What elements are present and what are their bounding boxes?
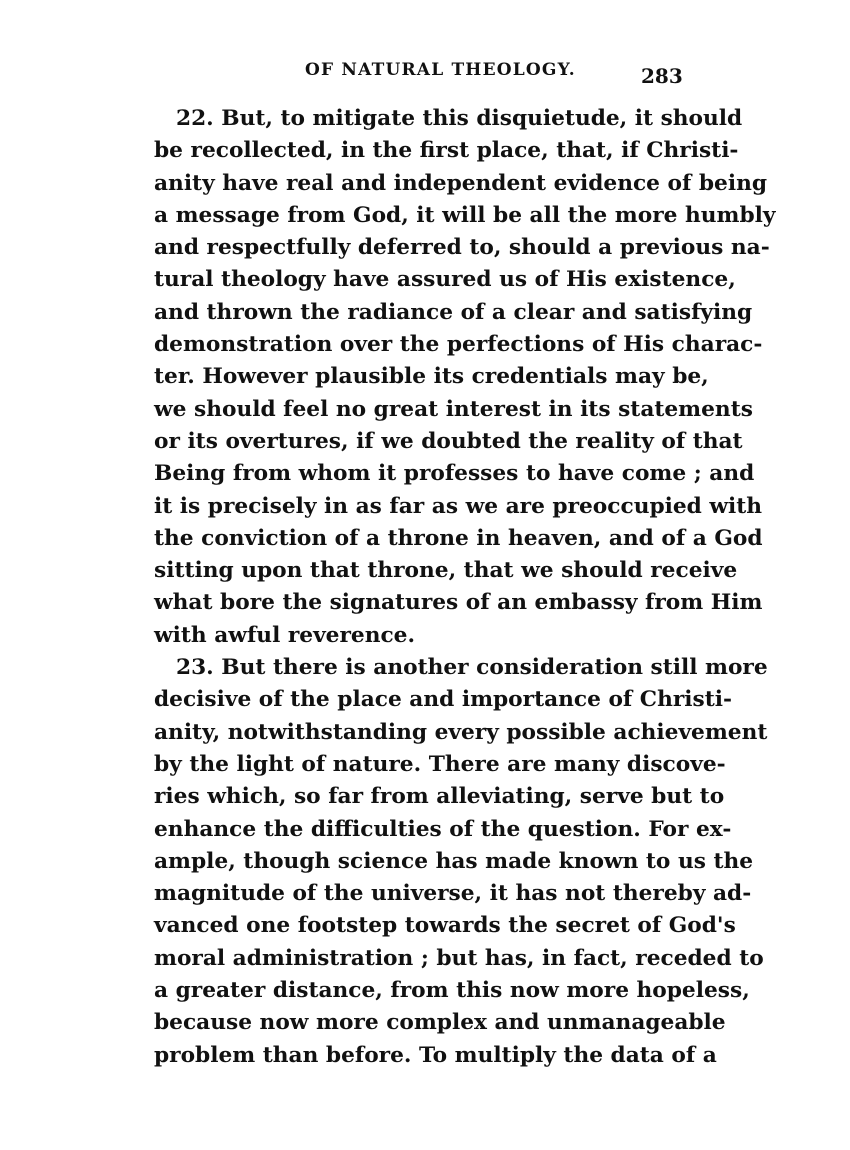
text-line: 22. But, to mitigate this disquietude, it should [176, 106, 743, 131]
text-line: anity, notwithstanding every possible achievement [154, 719, 768, 745]
text-line: Being from whom it professes to have come ; and [154, 461, 755, 487]
running-title: OF NATURAL THEOLOGY. [305, 60, 576, 80]
text-line: ample, though science has made known to us the [154, 848, 754, 874]
text-line: 23. But there is another consideration still more [176, 655, 768, 681]
text-line: enhance the difficulties of the question. For ex- [154, 816, 732, 842]
text-line: we should feel no great interest in its statements [154, 396, 753, 422]
text-line: it is precisely in as far as we are preoccupied with [154, 493, 763, 519]
body-text [154, 103, 776, 1072]
page-number: 283 [641, 64, 683, 88]
text-line: and respectfully deferred to, should a previous na- [154, 235, 770, 261]
text-line: or its overtures, if we doubted the reality of that [154, 428, 743, 454]
text-line: vanced one footstep towards the secret of God's [154, 913, 736, 939]
text-line: tural theology have assured us of His existence, [154, 267, 736, 293]
text-line: by the light of nature. There are many discove- [154, 751, 726, 777]
text-line: magnitude of the universe, it has not thereby ad- [154, 881, 752, 907]
text-line: ries which, so far from alleviating, serve but to [154, 784, 725, 810]
text-line: sitting upon that throne, that we should receive [154, 558, 738, 584]
text-line: with awful reverence. [154, 622, 416, 648]
text-line: decisive of the place and importance of Christi- [154, 687, 732, 713]
text-line: a message from God, it will be all the more humbly [154, 202, 776, 228]
paragraph-23 [154, 652, 768, 1072]
paragraph-22 [154, 103, 776, 652]
text-line: moral administration ; but has, in fact, receded to [154, 945, 764, 971]
text-line: ter. However plausible its credentials may be, [154, 364, 709, 390]
text-line: the conviction of a throne in heaven, and of a God [154, 525, 763, 551]
text-line: anity have real and independent evidence of being [154, 170, 768, 196]
text-line: because now more complex and unmanageable [154, 1010, 726, 1036]
text-line: what bore the signatures of an embassy from Him [154, 590, 763, 616]
text-line: demonstration over the perfections of His charac- [154, 332, 763, 358]
text-line: a greater distance, from this now more hopeless, [154, 978, 750, 1004]
text-line: be recollected, in the first place, that, if Christi- [154, 138, 739, 164]
text-line: problem than before. To multiply the data of a [154, 1042, 717, 1068]
text-line: and thrown the radiance of a clear and satisfying [154, 299, 753, 325]
